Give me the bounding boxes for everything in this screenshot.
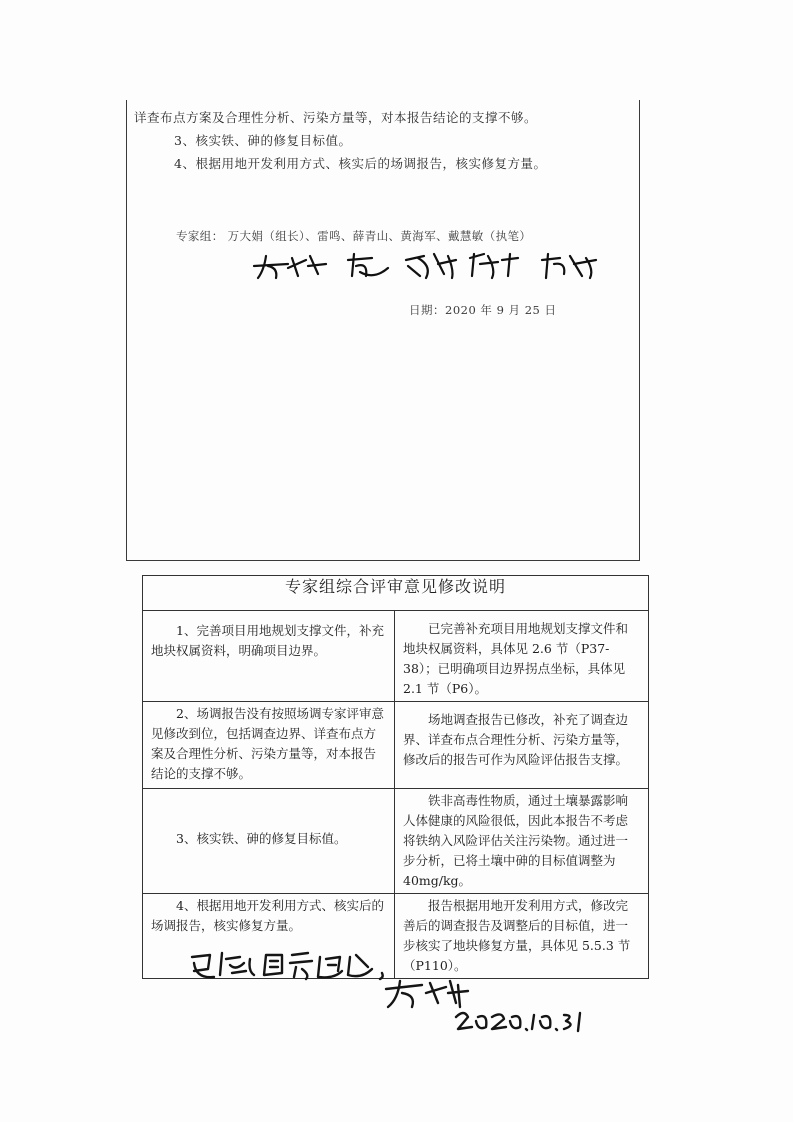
opinion-cell: 1、完善项目用地规划支撑文件，补充地块权属资料，明确项目边界。: [143, 611, 395, 702]
table-row: [143, 789, 649, 894]
handwritten-approval: [186, 945, 586, 1035]
upper-text-line-2: 3、核实铁、砷的修复目标值。: [174, 133, 352, 148]
response-cell: 报告根据用地开发利用方式，修改完善后的调查报告及调整后的目标值，进一步核实了地块修复方量，具体见 5.5.3 节（P110）。: [395, 894, 649, 979]
opinion-cell: 4、根据用地开发利用方式、核实后的场调报告，核实修复方量。: [143, 894, 395, 979]
expert-group-line: 专家组： 万大娟（组长）、雷鸣、薛青山、黄海军、戴慧敏（执笔）: [176, 229, 532, 243]
response-cell: 铁非高毒性物质，通过土壤暴露影响人体健康的风险很低，因此本报告不考虑将铁纳入风险评估关注污染物。通过进一步分析，已将土壤中砷的目标值调整为 40mg/kg。: [395, 789, 649, 894]
opinion-cell: 3、核实铁、砷的修复目标值。: [143, 789, 395, 894]
response-cell: 已完善补充项目用地规划支撑文件和地块权属资料，具体见 2.6 节（P37-38）；已明确项目边界拐点坐标，具体见 2.1 节（P6）。: [395, 611, 649, 702]
review-date: 日期：2020 年 9 月 25 日: [409, 303, 557, 317]
table-title: 专家组综合评审意见修改说明: [143, 576, 649, 611]
opinion-cell: 2、场调报告没有按照场调专家评审意见修改到位，包括调查边界、详查布点方案及合理性分析、污染方量等，对本报告结论的支撑不够。: [143, 702, 395, 789]
upper-text-line-3: 4、根据用地开发利用方式、核实后的场调报告，核实修复方量。: [174, 156, 547, 171]
response-cell: 场地调查报告已修改，补充了调查边界、详查布点合理性分析、污染方量等，修改后的报告可作为风险评估报告支撑。: [395, 702, 649, 789]
upper-text-line-1: 详查布点方案及合理性分析、污染方量等，对本报告结论的支撑不够。: [134, 110, 538, 125]
expert-signatures: [248, 246, 608, 286]
table-row: [143, 702, 649, 789]
review-response-table: [142, 575, 649, 979]
table-row: [143, 611, 649, 702]
